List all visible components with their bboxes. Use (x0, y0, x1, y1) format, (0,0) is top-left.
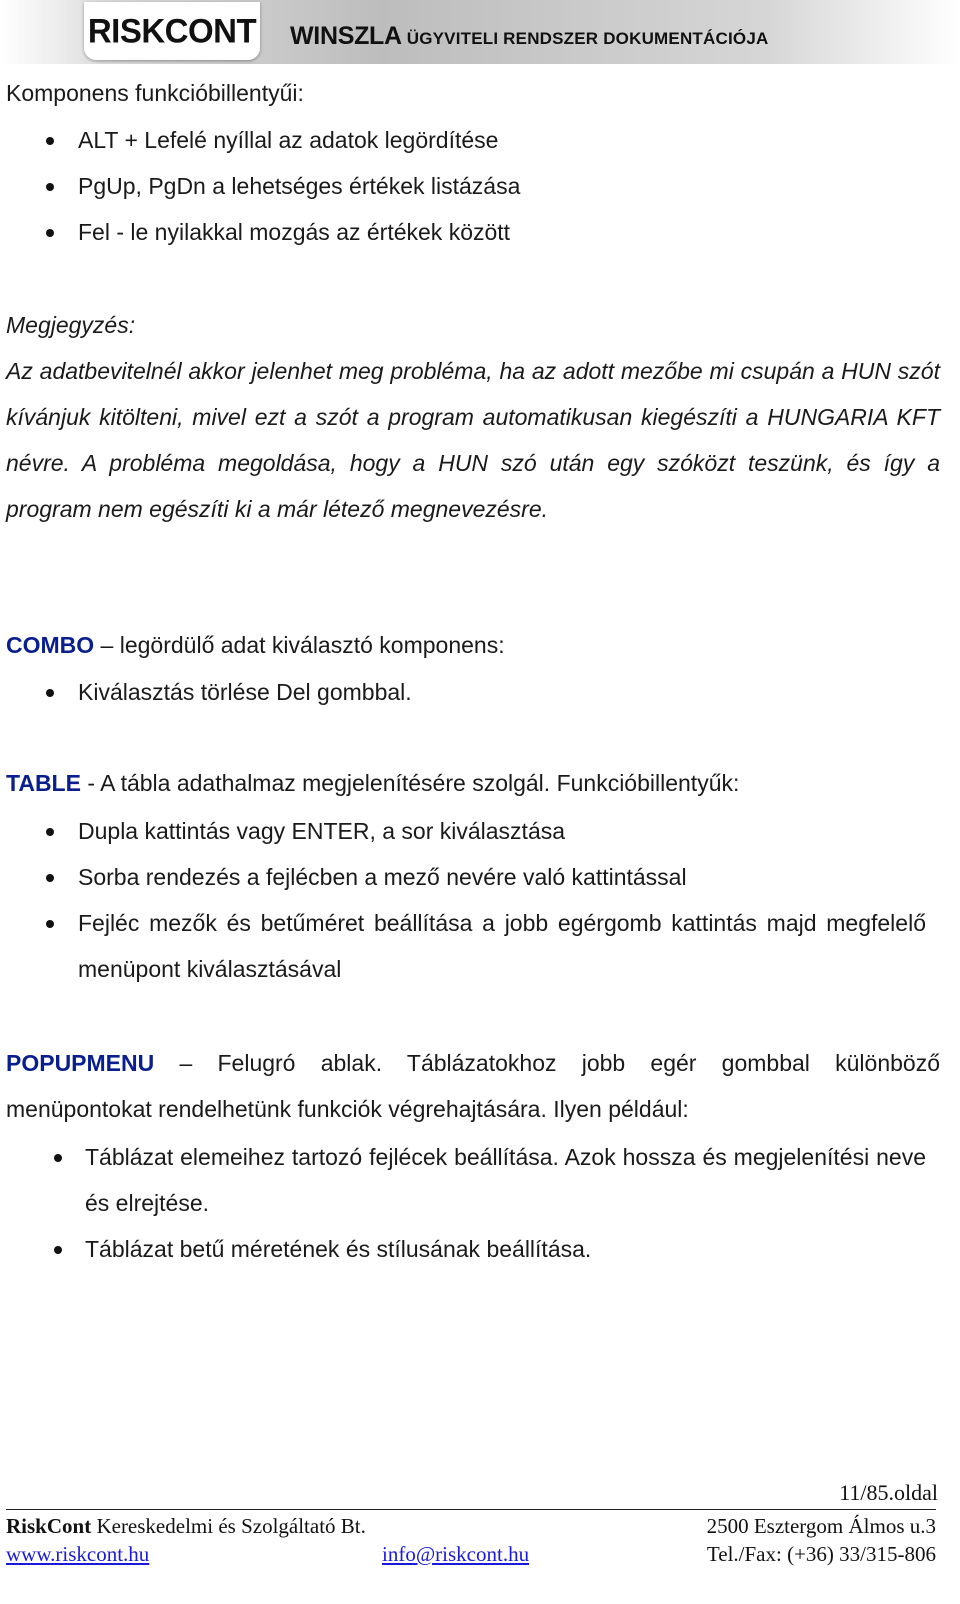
list-item: Fel - le nyilakkal mozgás az értékek között (6, 209, 940, 255)
table-list (6, 808, 926, 992)
note-heading: Megjegyzés: (6, 312, 136, 338)
popup-description: – Felugró ablak. Táblázatokhoz jobb egér gombbal különböző menüpontokat rendelhetünk funkciók végrehajtására. Ilyen például: (6, 1050, 940, 1122)
page-footer (0, 1480, 960, 1604)
list-item: Fejléc mezők és betűméret beállítása a jobb egérgomb kattintás majd megfelelő menüpont kiválasztásával (6, 900, 926, 992)
website-link[interactable]: www.riskcont.hu (6, 1542, 150, 1566)
phone-number: Tel./Fax: (+36) 33/315-806 (706, 1542, 936, 1566)
list-item: PgUp, PgDn a lehetséges értékek listázása (6, 163, 940, 209)
popup-keyword: POPUPMENU (6, 1050, 155, 1076)
list-item: ALT + Lefelé nyíllal az adatok legördítése (6, 117, 940, 163)
email-link[interactable]: info@riskcont.hu (382, 1542, 530, 1566)
popup-list (6, 1134, 926, 1272)
footer-row-company (6, 1514, 936, 1539)
list-item: Kiválasztás törlése Del gombbal. (6, 669, 940, 715)
popup-paragraph (6, 1040, 940, 1132)
keys-list (6, 117, 940, 255)
list-item: Táblázat betű méretének és stílusának beállítása. (6, 1226, 926, 1272)
document-title-product: WINSZLA (290, 22, 402, 50)
company-name: RiskCont (6, 1514, 92, 1538)
combo-paragraph (6, 622, 940, 668)
page-number: 11/85.oldal (839, 1480, 938, 1505)
table-paragraph (6, 760, 940, 806)
table-description: - A tábla adathalmaz megjelenítésére szolgál. Funkcióbillentyűk: (80, 770, 740, 796)
list-item: Táblázat elemeihez tartozó fejlécek beállítása. Azok hossza és megjelenítési neve és elrejtése. (6, 1134, 926, 1226)
combo-keyword: COMBO (6, 632, 95, 658)
logo-text: RISKCONT (87, 11, 257, 50)
note-body: Az adatbevitelnél akkor jelenhet meg probléma, ha az adott mezőbe mi csupán a HUN szót kívánjuk kitölteni, mivel ezt a szót a program automatikusan kiegészíti a HUNGARIA KFT névre. A probléma megoldása, hogy a HUN szó után egy szóközt teszünk, és így a program nem egészíti ki a már létező megnevezésre. (6, 358, 940, 522)
table-keyword: TABLE (6, 770, 81, 796)
combo-description: – legördülő adat kiválasztó komponens: (94, 632, 505, 658)
list-item: Dupla kattintás vagy ENTER, a sor kiválasztása (6, 808, 926, 854)
footer-row-contact (6, 1542, 936, 1567)
footer-divider (6, 1509, 936, 1510)
page-header (0, 0, 960, 64)
list-item: Sorba rendezés a fejlécben a mező nevére való kattintással (6, 854, 926, 900)
section-heading-keys: Komponens funkcióbillentyűi: (6, 80, 304, 106)
combo-list (6, 669, 940, 715)
document-title-rest: ÜGYVITELI RENDSZER DOKUMENTÁCIÓJA (406, 29, 769, 48)
logo (84, 2, 260, 60)
document-title (290, 22, 768, 51)
company-address: 2500 Esztergom Álmos u.3 (706, 1514, 936, 1538)
company-type: Kereskedelmi és Szolgáltató Bt. (91, 1514, 366, 1538)
